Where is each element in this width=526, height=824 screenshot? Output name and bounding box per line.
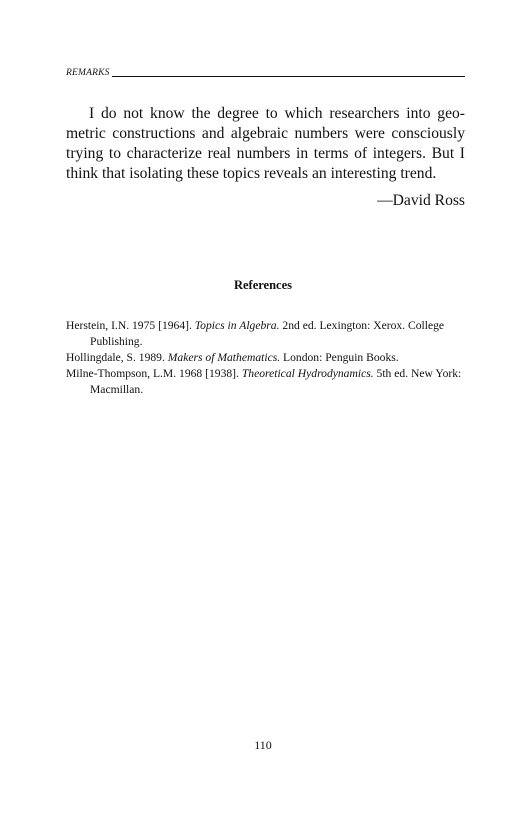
page-number: 110 bbox=[254, 738, 272, 752]
remarks-paragraph: I do not know the degree to which researchers into geometric constructions and algebraic numbers were consciously trying to characterize real numbers in terms of integers. But I think that isolating these topics reveals an interesting trend. bbox=[66, 105, 465, 182]
reference-title: Topics in Algebra. bbox=[194, 319, 280, 332]
reference-publication: London: Penguin Books. bbox=[280, 351, 399, 364]
reference-item bbox=[66, 366, 466, 398]
reference-author-year: Herstein, I.N. 1975 [1964]. bbox=[66, 319, 195, 332]
reference-publication: 2nd ed. Lexington: Xerox. College Publishing. bbox=[90, 319, 445, 348]
reference-author-year: Hollingdale, S. 1989. bbox=[66, 351, 168, 364]
reference-author-year: Milne-Thompson, L.M. 1968 [1938]. bbox=[66, 367, 242, 380]
header-rule bbox=[112, 76, 465, 77]
reference-title: Makers of Mathematics. bbox=[167, 351, 281, 364]
reference-item bbox=[66, 318, 466, 350]
references-list bbox=[66, 318, 466, 398]
reference-title: Theoretical Hydrodynamics. bbox=[241, 367, 374, 380]
author-signature: —David Ross bbox=[377, 192, 465, 209]
references-heading: References bbox=[233, 278, 293, 292]
running-header bbox=[66, 66, 465, 78]
reference-publication: 5th ed. New York: Macmillan. bbox=[90, 367, 462, 396]
running-head-label: REMARKS bbox=[66, 67, 110, 78]
reference-item bbox=[66, 350, 466, 366]
